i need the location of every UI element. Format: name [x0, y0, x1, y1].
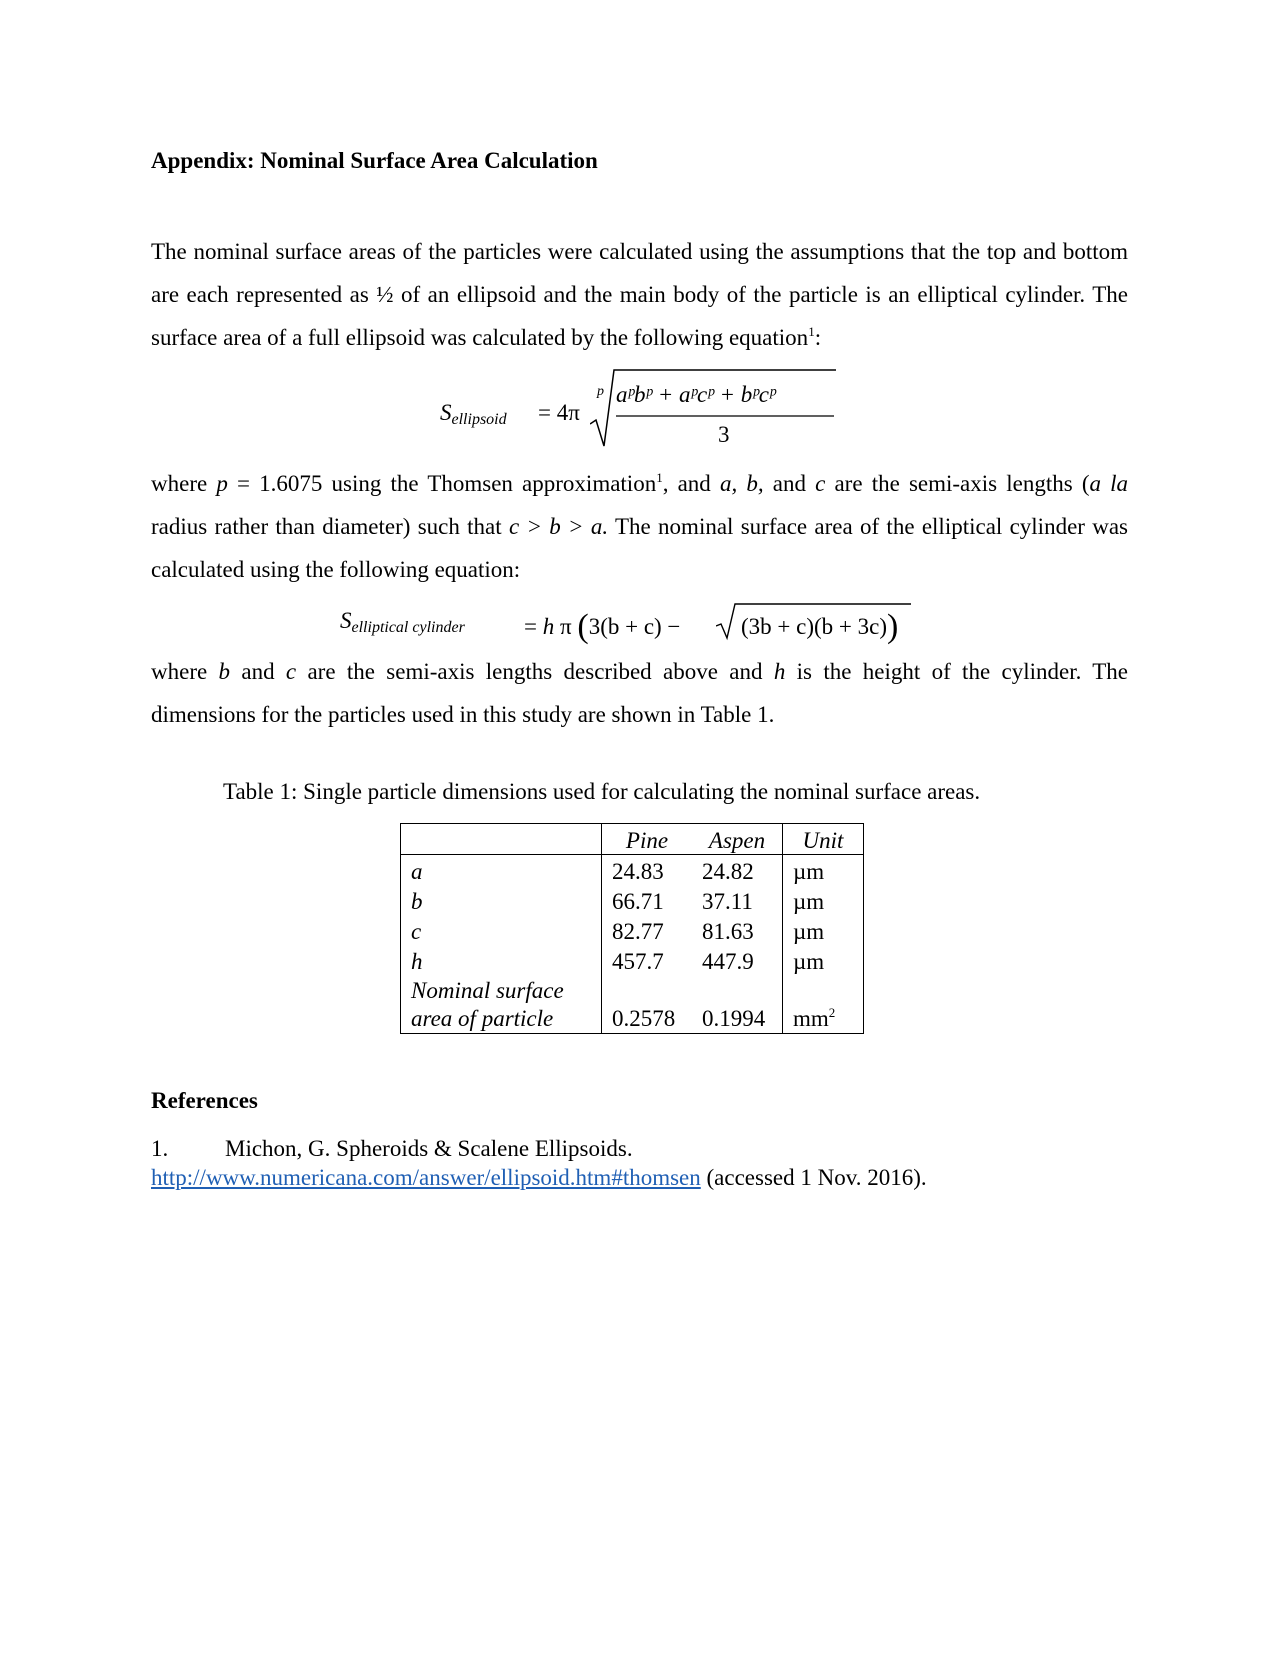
citation-superscript: 1: [808, 324, 815, 339]
eq1-s: S: [440, 400, 452, 425]
cylinder-equation-lhs: [340, 608, 465, 637]
eq2-inner: 3(b + c) −: [588, 614, 681, 639]
appendix-heading: Appendix: Nominal Surface Area Calculation: [151, 148, 598, 173]
ellipsoid-equation-coefficient: = 4π: [538, 400, 580, 425]
p2-text-4: and: [763, 471, 816, 496]
row-label: b: [401, 885, 602, 915]
reference-link[interactable]: http://www.numericana.com/answer/ellipsoid.htm#thomsen: [151, 1165, 701, 1190]
eq2-pi: π: [554, 614, 578, 639]
root-index: p: [597, 384, 604, 399]
row-label-line2: area of particle: [411, 1006, 554, 1031]
p3-var-h: h: [773, 659, 786, 684]
pine-value: 457.7: [612, 949, 664, 974]
citation-superscript: 1: [656, 470, 663, 485]
references-heading: References: [151, 1088, 258, 1113]
p2-text-7: The nominal surface area of the elliptical cylinder was calculated using the following equation:: [151, 514, 1129, 582]
reference-text: Michon, G. Spheroids & Scalene Ellipsoids.: [225, 1136, 633, 1161]
unit-value: µm: [783, 855, 864, 886]
paragraph-intro: [151, 230, 1128, 359]
pine-value: 0.2578: [612, 1006, 676, 1031]
eq2-radicand: (3b + c)(b + 3c): [741, 614, 887, 639]
p2-var-c: c: [815, 471, 826, 496]
paragraph-intro-end: :: [814, 325, 822, 350]
fraction-numerator: aᵖbᵖ + aᵖcᵖ + bᵖcᵖ: [616, 382, 776, 407]
aspen-value: 24.82: [702, 859, 754, 884]
aspen-value: 81.63: [702, 919, 754, 944]
unit-value: [783, 975, 864, 1034]
unit-value: µm: [783, 915, 864, 945]
p2-text-6: radius rather than diameter) such that: [151, 514, 509, 539]
aspen-value: 447.9: [702, 949, 754, 974]
table-header-pine: Pine: [625, 828, 669, 853]
p2-ala: a la: [1089, 471, 1129, 496]
row-label: c: [401, 915, 602, 945]
eq2-open-paren: (: [577, 608, 589, 645]
cylinder-equation: [340, 600, 940, 650]
paragraph-thomsen: [151, 462, 1128, 591]
cylinder-equation-rhs: [524, 608, 680, 646]
table-row-surface-area: [401, 975, 864, 1034]
eq2-subscript: elliptical cylinder: [351, 619, 465, 636]
p3-text-3: are the semi-axis lengths described above and: [296, 659, 774, 684]
pine-value: 66.71: [612, 889, 664, 914]
eq2-close-paren: ): [887, 608, 899, 645]
reference-number: 1.: [151, 1136, 169, 1161]
row-label: a: [401, 855, 602, 886]
row-label: h: [401, 945, 602, 975]
p3-text-2: and: [230, 659, 286, 684]
eq2-h: h: [542, 614, 555, 639]
ellipsoid-equation-lhs: [440, 400, 507, 429]
dimensions-table: [400, 823, 864, 1034]
unit-text: mm: [793, 1006, 829, 1031]
table-caption: Table 1: Single particle dimensions used for calculating the nominal surface areas.: [223, 779, 981, 804]
row-label-line1: Nominal surface: [411, 978, 564, 1003]
fraction-denominator: 3: [718, 422, 730, 447]
aspen-value: 0.1994: [702, 1006, 766, 1031]
p3-text-1: where: [151, 659, 219, 684]
eq1-subscript: ellipsoid: [451, 411, 507, 428]
p2-text-5: are the semi-axis lengths (: [825, 471, 1090, 496]
unit-value: µm: [783, 885, 864, 915]
table-header-blank: [401, 824, 602, 855]
reference-item: [151, 1134, 1131, 1192]
table-header-aspen: Aspen: [708, 828, 766, 853]
unit-value: µm: [783, 945, 864, 975]
eq2-under-root: [741, 608, 898, 646]
p2-var-p: p: [216, 471, 228, 496]
radical-sign: [590, 368, 840, 448]
unit-superscript: 2: [828, 1005, 836, 1020]
table-row: [401, 885, 864, 915]
p2-text-3: , and: [662, 471, 720, 496]
p2-inequality: c > b > a.: [508, 514, 609, 539]
p3-var-b: b: [218, 659, 231, 684]
table-row: [401, 915, 864, 945]
eq2-equals: =: [524, 614, 543, 639]
p2-text-2: = 1.6075 using the Thomsen approximation: [227, 471, 657, 496]
p2-text-1: where: [151, 471, 217, 496]
pine-value: 82.77: [612, 919, 664, 944]
table-row: [401, 855, 864, 886]
ellipsoid-equation: [440, 360, 840, 460]
aspen-value: 37.11: [702, 889, 753, 914]
p2-var-abc: a, b,: [719, 471, 764, 496]
eq2-s: S: [340, 608, 352, 633]
table-header-row: [401, 824, 864, 855]
p3-text-4: is the height of the cylinder. The dimensions for the particles used in this study are shown in Table 1.: [151, 659, 1129, 727]
p3-var-c: c: [285, 659, 297, 684]
pine-value: 24.83: [612, 859, 664, 884]
row-label: [401, 975, 602, 1034]
table-row: [401, 945, 864, 975]
paragraph-intro-text: The nominal surface areas of the particles were calculated using the assumptions that the top and bottom are each represented as ½ of an ellipsoid and the main body of the particle is an elliptical cylinder. The surface area of a full ellipsoid was calculated by the following equation: [151, 239, 1128, 350]
paragraph-cylinder: [151, 650, 1128, 736]
table-header-unit: Unit: [783, 824, 864, 855]
reference-accessed: (accessed 1 Nov. 2016).: [700, 1165, 927, 1190]
